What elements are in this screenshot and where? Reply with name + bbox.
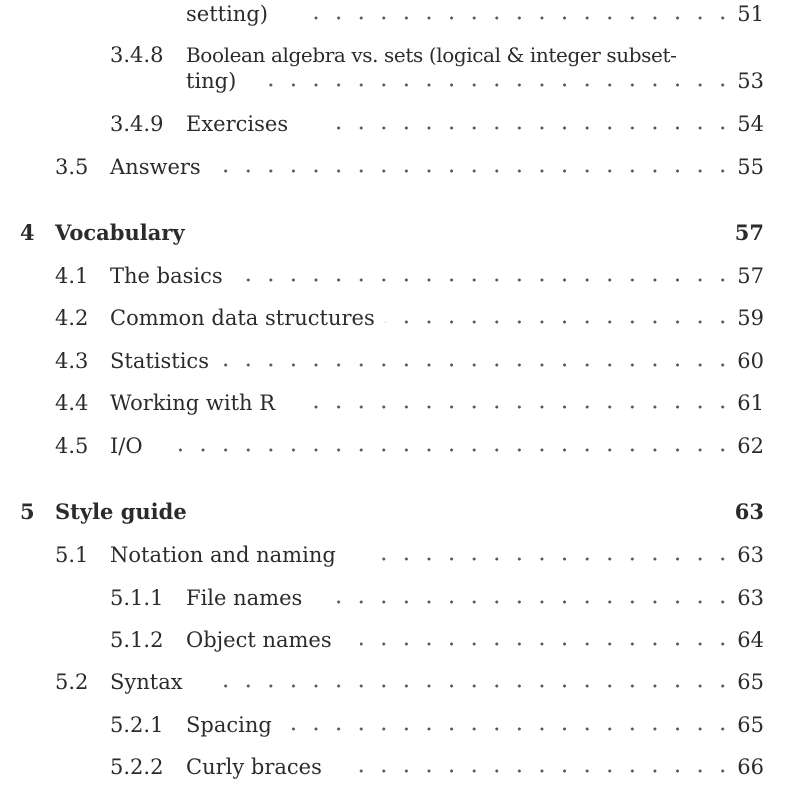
page-number: 57 xyxy=(734,220,764,245)
section-title: Syntax xyxy=(110,670,183,694)
dot-leader xyxy=(332,126,734,130)
section-title: Notation and naming xyxy=(110,543,336,567)
page-number: 64 xyxy=(737,628,764,652)
dot-leader xyxy=(320,600,734,604)
dot-leader xyxy=(385,320,734,324)
section-title: ting) xyxy=(186,69,237,93)
page-number: 65 xyxy=(737,713,764,737)
section-number: 3.4.9 xyxy=(110,112,164,136)
page-number: 53 xyxy=(737,69,764,93)
section-title: Common data structures xyxy=(110,306,375,330)
page-number: 55 xyxy=(737,155,764,179)
page-number: 51 xyxy=(737,2,764,26)
section-title: Answers xyxy=(110,155,201,179)
section-title: Spacing xyxy=(186,713,272,737)
page-number: 57 xyxy=(737,264,764,288)
section-number: 5.2.2 xyxy=(110,755,164,779)
dot-leader xyxy=(232,278,734,282)
page-number: 61 xyxy=(737,391,764,415)
dot-leader xyxy=(375,557,734,561)
section-number: 4.1 xyxy=(55,264,89,288)
dot-leader xyxy=(300,16,734,20)
section-number: 4.5 xyxy=(55,434,89,458)
page-number: 63 xyxy=(737,586,764,610)
section-title: Boolean algebra vs. sets (logical & integer subset- xyxy=(186,43,677,67)
section-number: 4.2 xyxy=(55,306,89,330)
dot-leader xyxy=(360,642,734,646)
chapter-title: Style guide xyxy=(55,499,187,524)
page-number: 59 xyxy=(737,306,764,330)
section-title: setting) xyxy=(186,2,268,26)
section-number: 5.1 xyxy=(55,543,89,567)
dot-leader xyxy=(210,169,734,173)
page-number: 63 xyxy=(737,543,764,567)
page-number: 65 xyxy=(737,670,764,694)
dot-leader xyxy=(165,448,734,452)
dot-leader xyxy=(210,684,734,688)
dot-leader xyxy=(290,727,734,731)
section-number: 5.1.2 xyxy=(110,628,164,652)
chapter-title: Vocabulary xyxy=(55,220,185,245)
dot-leader xyxy=(255,83,734,87)
section-title: The basics xyxy=(110,264,223,288)
chapter-number: 5 xyxy=(20,499,35,524)
section-number: 3.5 xyxy=(55,155,89,179)
dot-leader xyxy=(300,405,734,409)
chapter-number: 4 xyxy=(20,220,35,245)
section-number: 5.1.1 xyxy=(110,586,164,610)
section-title: Object names xyxy=(186,628,332,652)
page-number: 63 xyxy=(734,499,764,524)
section-number: 5.2.1 xyxy=(110,713,164,737)
page-number: 66 xyxy=(737,755,764,779)
dot-leader xyxy=(222,363,734,367)
section-title: File names xyxy=(186,586,303,610)
page-number: 62 xyxy=(737,434,764,458)
page-number: 54 xyxy=(737,112,764,136)
section-number: 4.3 xyxy=(55,349,89,373)
section-title: Exercises xyxy=(186,112,289,136)
section-number: 3.4.8 xyxy=(110,43,164,67)
section-title: I/O xyxy=(110,434,143,458)
section-title: Working with R xyxy=(110,391,276,415)
section-number: 4.4 xyxy=(55,391,89,415)
section-title: Statistics xyxy=(110,349,209,373)
dot-leader xyxy=(340,769,734,773)
page-number: 60 xyxy=(737,349,764,373)
section-number: 5.2 xyxy=(55,670,89,694)
section-title: Curly braces xyxy=(186,755,322,779)
